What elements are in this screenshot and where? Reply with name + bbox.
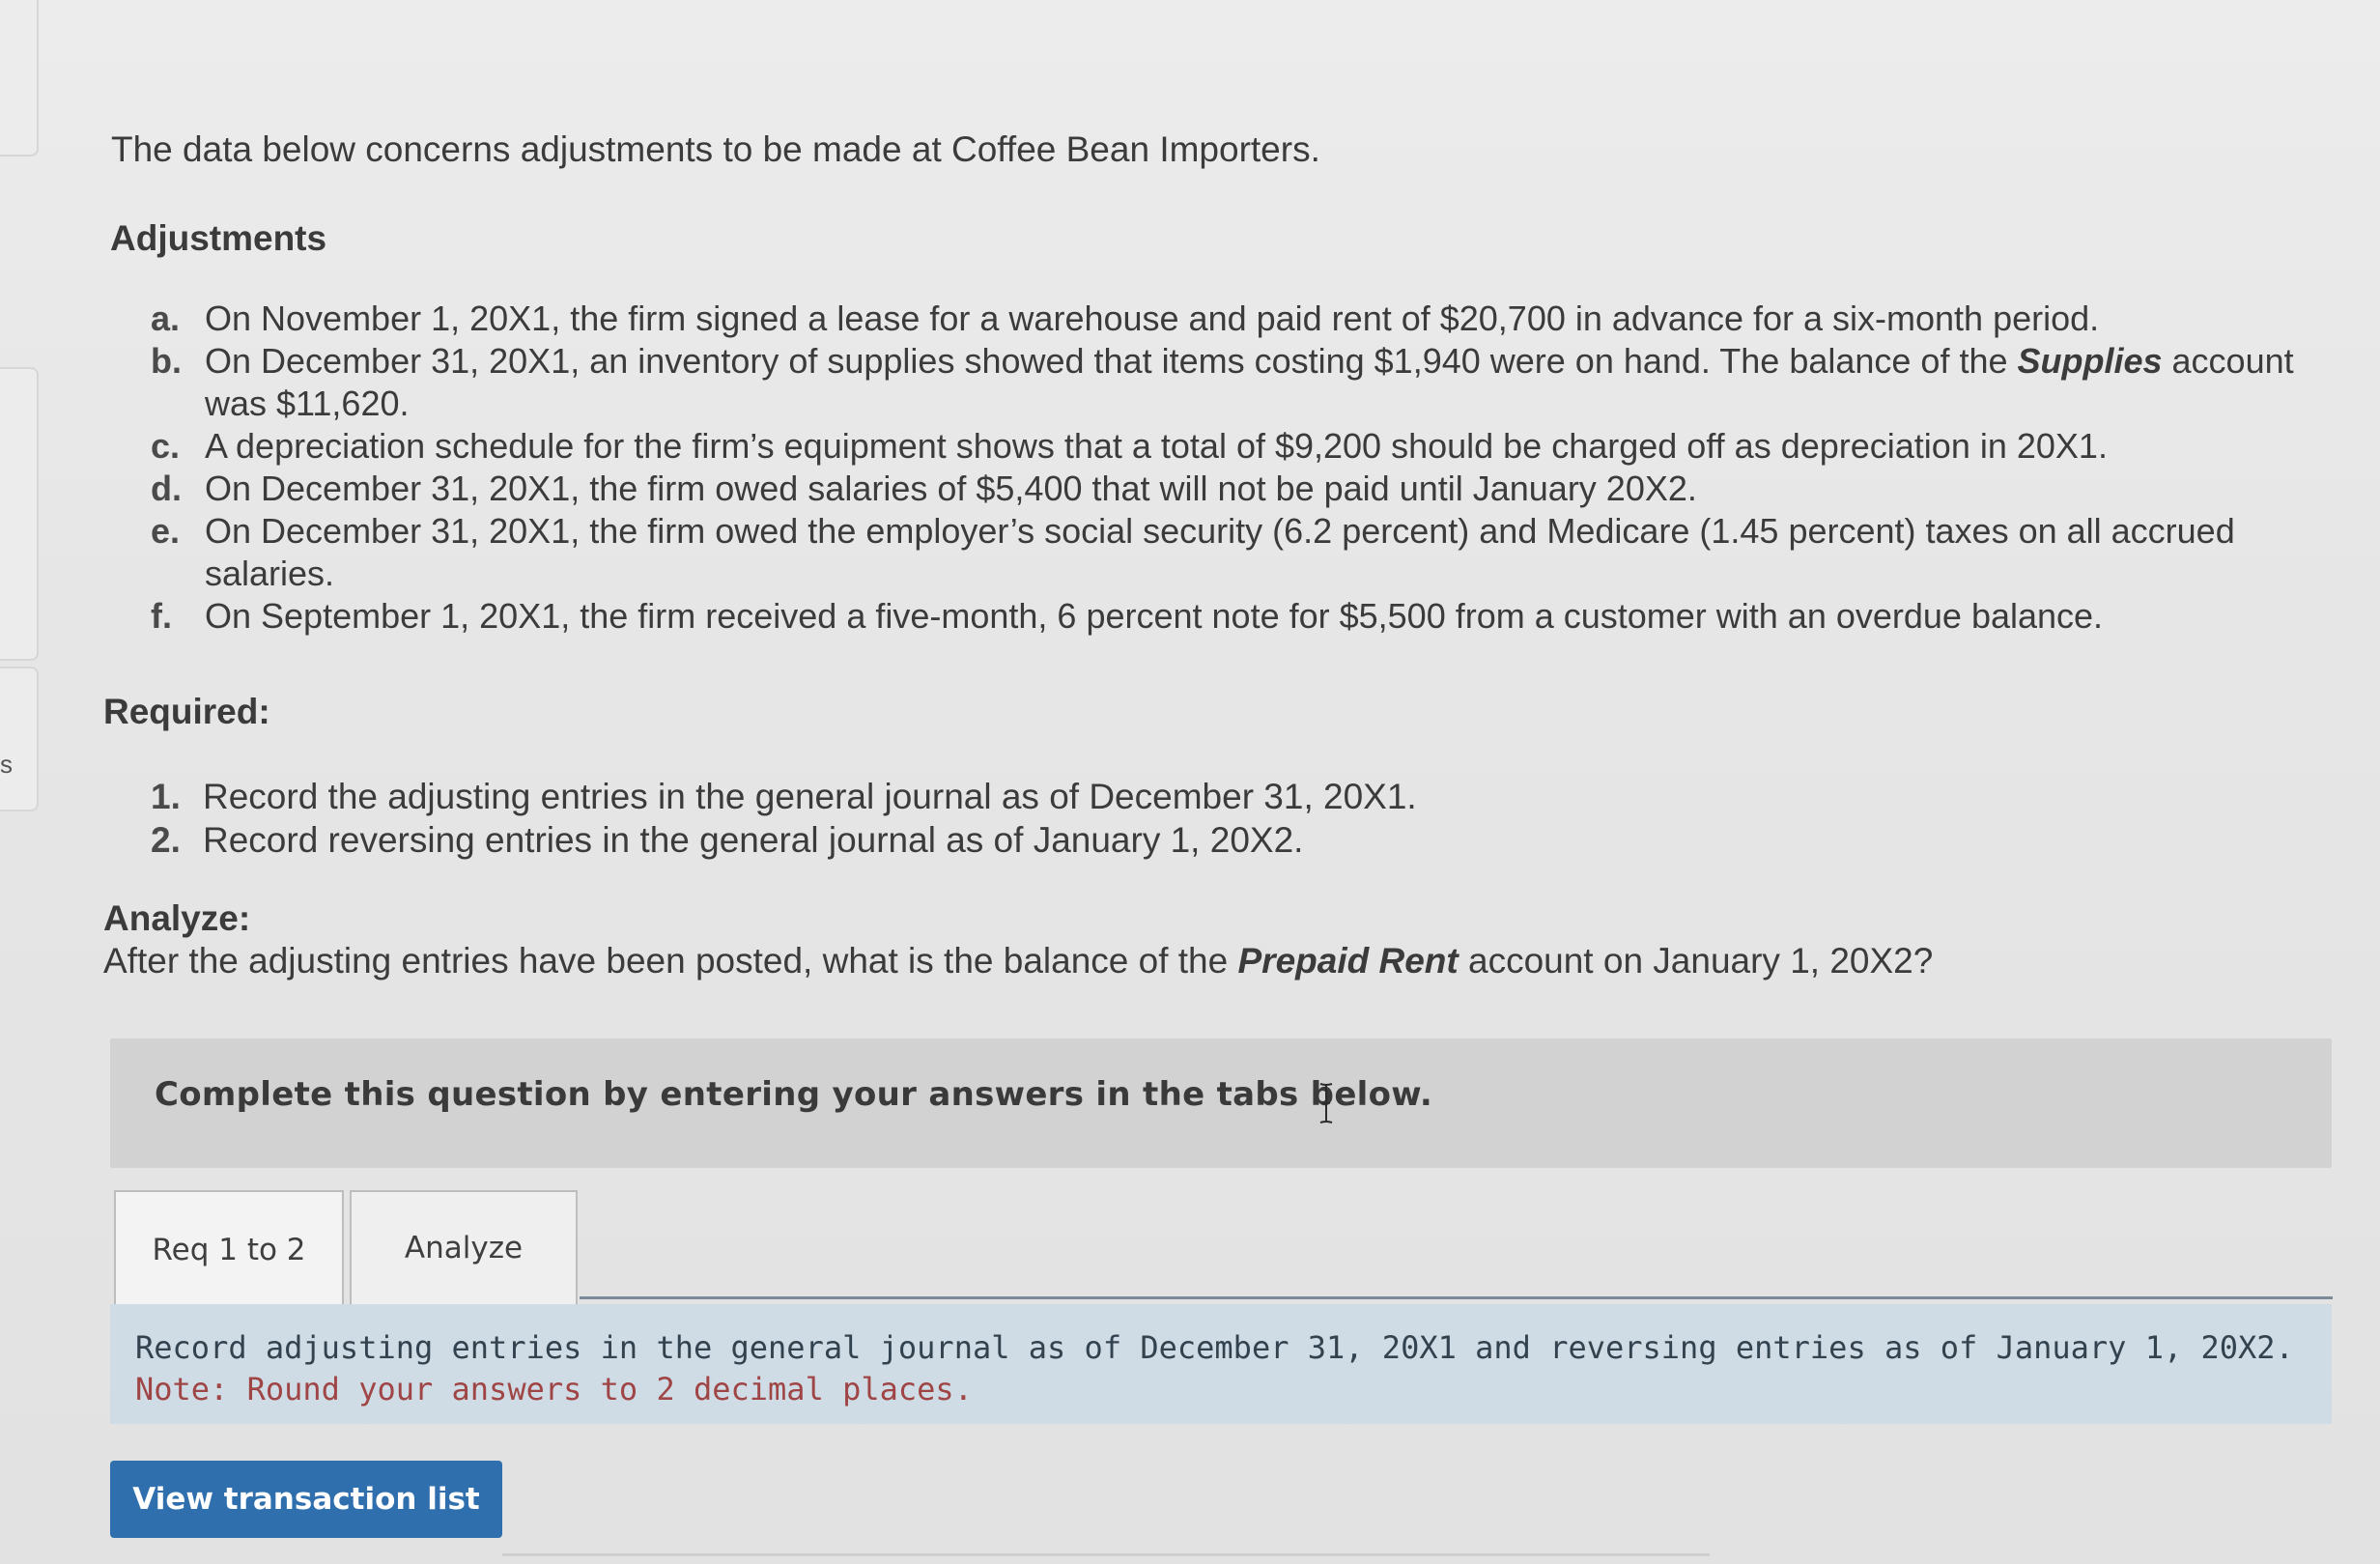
item-letter: a. (151, 299, 181, 338)
adjustment-item-c (145, 425, 2318, 468)
item-letter: f. (151, 596, 172, 636)
item-letter: d. (151, 469, 182, 508)
tab-label: Analyze (404, 1231, 524, 1265)
item-text: On November 1, 20X1, the firm signed a lease for a warehouse and paid rent of $20,700 in advance for a six-month period. (205, 299, 2100, 338)
instructions-panel (110, 1304, 2332, 1424)
item-letter: b. (151, 341, 182, 381)
item-text: A depreciation schedule for the firm’s equipment shows that a total of $9,200 should be charged off as depreciation in 20X1. (205, 426, 2108, 466)
adjustment-item-d (145, 468, 2318, 510)
rail-panel (0, 667, 39, 811)
adjustment-item-f (145, 595, 2318, 638)
adjustment-item-b (145, 340, 2318, 425)
panel-note: Note: Round your answers to 2 decimal places. (135, 1371, 973, 1408)
item-letter: e. (151, 511, 181, 551)
required-item-1 (145, 775, 1417, 818)
supplies-account-name: Supplies (2017, 341, 2163, 381)
tab-analyze[interactable] (350, 1190, 578, 1304)
analyze-heading: Analyze: (103, 898, 251, 938)
required-list (145, 775, 1417, 862)
item-number: 1. (151, 777, 181, 816)
item-number: 2. (151, 820, 181, 860)
left-rail (0, 0, 42, 1564)
item-text: On December 31, 20X1, the firm owed the employer’s social security (6.2 percent) and Medicare (1.45 percent) taxes on all accrued salaries. (205, 511, 2235, 593)
instruction-banner (110, 1038, 2332, 1168)
instruction-text: Complete this question by entering your answers in the tabs below. (155, 1075, 1433, 1114)
panel-content (135, 1327, 2294, 1410)
required-heading: Required: (103, 692, 270, 731)
analyze-question (103, 941, 1933, 981)
tab-req-1-to-2[interactable] (114, 1190, 344, 1308)
panel-instruction: Record adjusting entries in the general journal as of December 31, 20X1 and reversing entries as of January 1, 20X2. (135, 1329, 2294, 1366)
divider (502, 1553, 1710, 1556)
item-text: On December 31, 20X1, an inventory of supplies showed that items costing $1,940 were on hand. The balance of the (205, 341, 2018, 381)
question-text: account on January 1, 20X2? (1458, 941, 1934, 981)
adjustment-item-e (145, 510, 2318, 595)
adjustment-item-a (145, 298, 2318, 340)
adjustments-list (145, 298, 2318, 638)
item-text: Record the adjusting entries in the general journal as of December 31, 20X1. (203, 777, 1417, 816)
item-text: Record reversing entries in the general journal as of January 1, 20X2. (203, 820, 1304, 860)
adjustments-heading: Adjustments (110, 218, 327, 258)
rail-panel (0, 367, 39, 661)
tab-divider (580, 1296, 2333, 1299)
text-cursor-icon (1319, 1082, 1333, 1124)
tab-label: Req 1 to 2 (152, 1233, 306, 1267)
required-item-2 (145, 818, 1417, 862)
item-letter: c. (151, 426, 181, 466)
item-text: On September 1, 20X1, the firm received a five-month, 6 percent note for $5,500 from a customer with an overdue balance. (205, 596, 2104, 636)
question-text: After the adjusting entries have been posted, what is the balance of the (103, 941, 1238, 981)
intro-text: The data below concerns adjustments to be made at Coffee Bean Importers. (111, 129, 1320, 169)
view-transaction-list-button[interactable]: View transaction list (110, 1461, 502, 1538)
prepaid-rent-account-name: Prepaid Rent (1237, 941, 1459, 981)
side-label: s (0, 750, 13, 779)
rail-panel (0, 0, 39, 156)
item-text: account was $11,620. (205, 341, 2294, 423)
item-text: On December 31, 20X1, the firm owed salaries of $5,400 that will not be paid until January 20X2. (205, 469, 1697, 508)
